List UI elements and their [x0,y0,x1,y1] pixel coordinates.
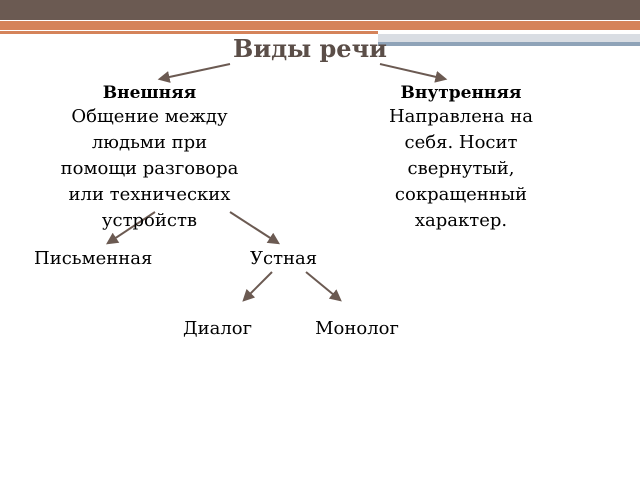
arrow-title-to-internal [380,64,445,79]
node-external-line: помощи разговора [60,158,239,179]
arrow-oral-to-monolog [306,272,340,300]
diagram-title: Виды речи [233,34,387,63]
node-internal-line: характер. [414,210,508,231]
node-internal-line: себя. Носит [404,132,518,153]
node-external-line: устройств [101,210,198,231]
node-dialog: Диалог [182,318,253,339]
node-external-heading: Внешняя [102,83,197,103]
node-internal-line: свернутый, [407,158,515,179]
node-internal-line: Направлена на [388,106,534,127]
arrow-title-to-external [160,64,230,79]
node-written: Письменная [34,248,153,269]
node-internal-line: сокращенный [394,184,528,205]
node-internal-heading: Внутренняя [400,83,522,103]
node-external-line: Общение между [71,106,228,127]
node-internal [356,82,566,234]
node-external [32,82,267,234]
arrow-oral-to-dialog [244,272,272,300]
node-external-line: людьми при [91,132,208,153]
node-oral: Устная [250,248,318,269]
node-external-line: или технических [68,184,231,205]
node-monolog: Монолог [315,318,399,339]
